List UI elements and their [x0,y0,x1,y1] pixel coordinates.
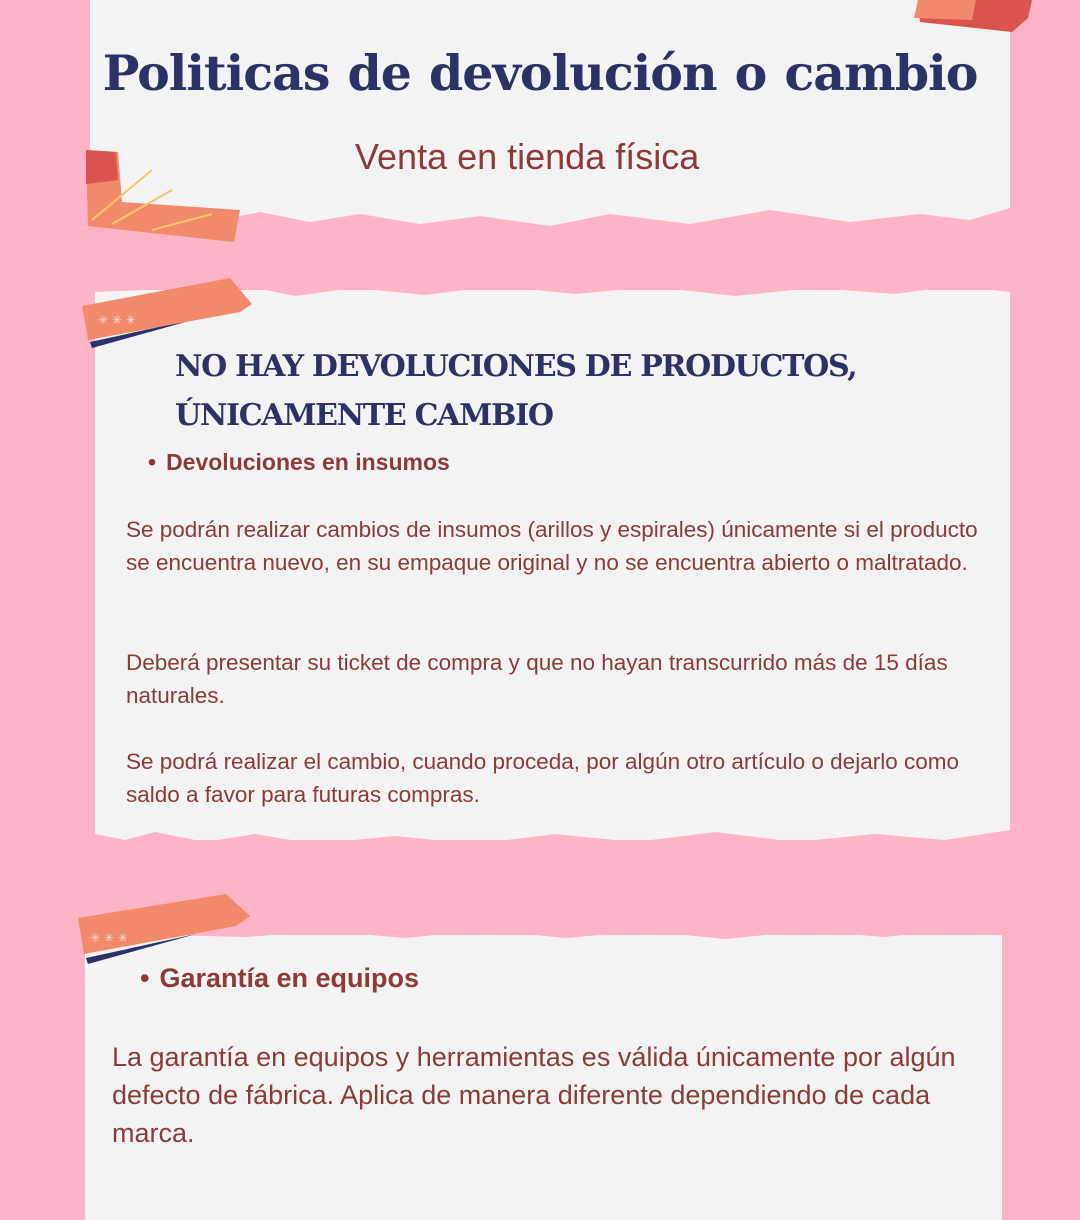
page-title: Politicas de devolución o cambio [102,44,978,102]
insumos-paragraph-1: Se podrán realizar cambios de insumos (arillos y espirales) únicamente si el producto se encuentra nuevo, en su empaque original y no se encuentra abierto o maltratado. [126,517,978,575]
tape-warranty [76,894,250,964]
notice-line-2: ÚNICAMENTE CAMBIO [175,398,553,433]
torn-edge [95,820,1010,850]
bullet-icon: • [140,963,150,993]
equipos-heading-label: Garantía en equipos [159,963,420,993]
insumos-heading [148,449,450,476]
insumos-paragraph-2: Deberá presentar su ticket de compra y que no hayan transcurrido más de 15 días naturales. [126,650,948,708]
no-returns-notice [175,342,856,440]
insumos-paragraph-3: Se podrá realizar el cambio, cuando proceda, por algún otro artículo o dejarlo como saldo a favor para futuras compras. [126,749,959,807]
bullet-icon: • [148,449,157,475]
tape-header [82,150,240,242]
svg-text:✳ ✳ ✳: ✳ ✳ ✳ [98,313,136,327]
equipos-heading [140,963,419,994]
notice-line-1: NO HAY DEVOLUCIONES DE PRODUCTOS, [175,349,857,384]
svg-text:✳ ✳ ✳: ✳ ✳ ✳ [90,931,128,945]
tape-top-right [912,0,1034,36]
page-subtitle: Venta en tienda física [355,136,700,177]
insumos-heading-label: Devoluciones en insumos [166,449,450,475]
tape-notice [80,278,252,348]
equipos-paragraph: La garantía en equipos y herramientas es válida únicamente por algún defecto de fábrica. Aplica de manera diferente dependiendo de cada marca. [112,1042,956,1148]
